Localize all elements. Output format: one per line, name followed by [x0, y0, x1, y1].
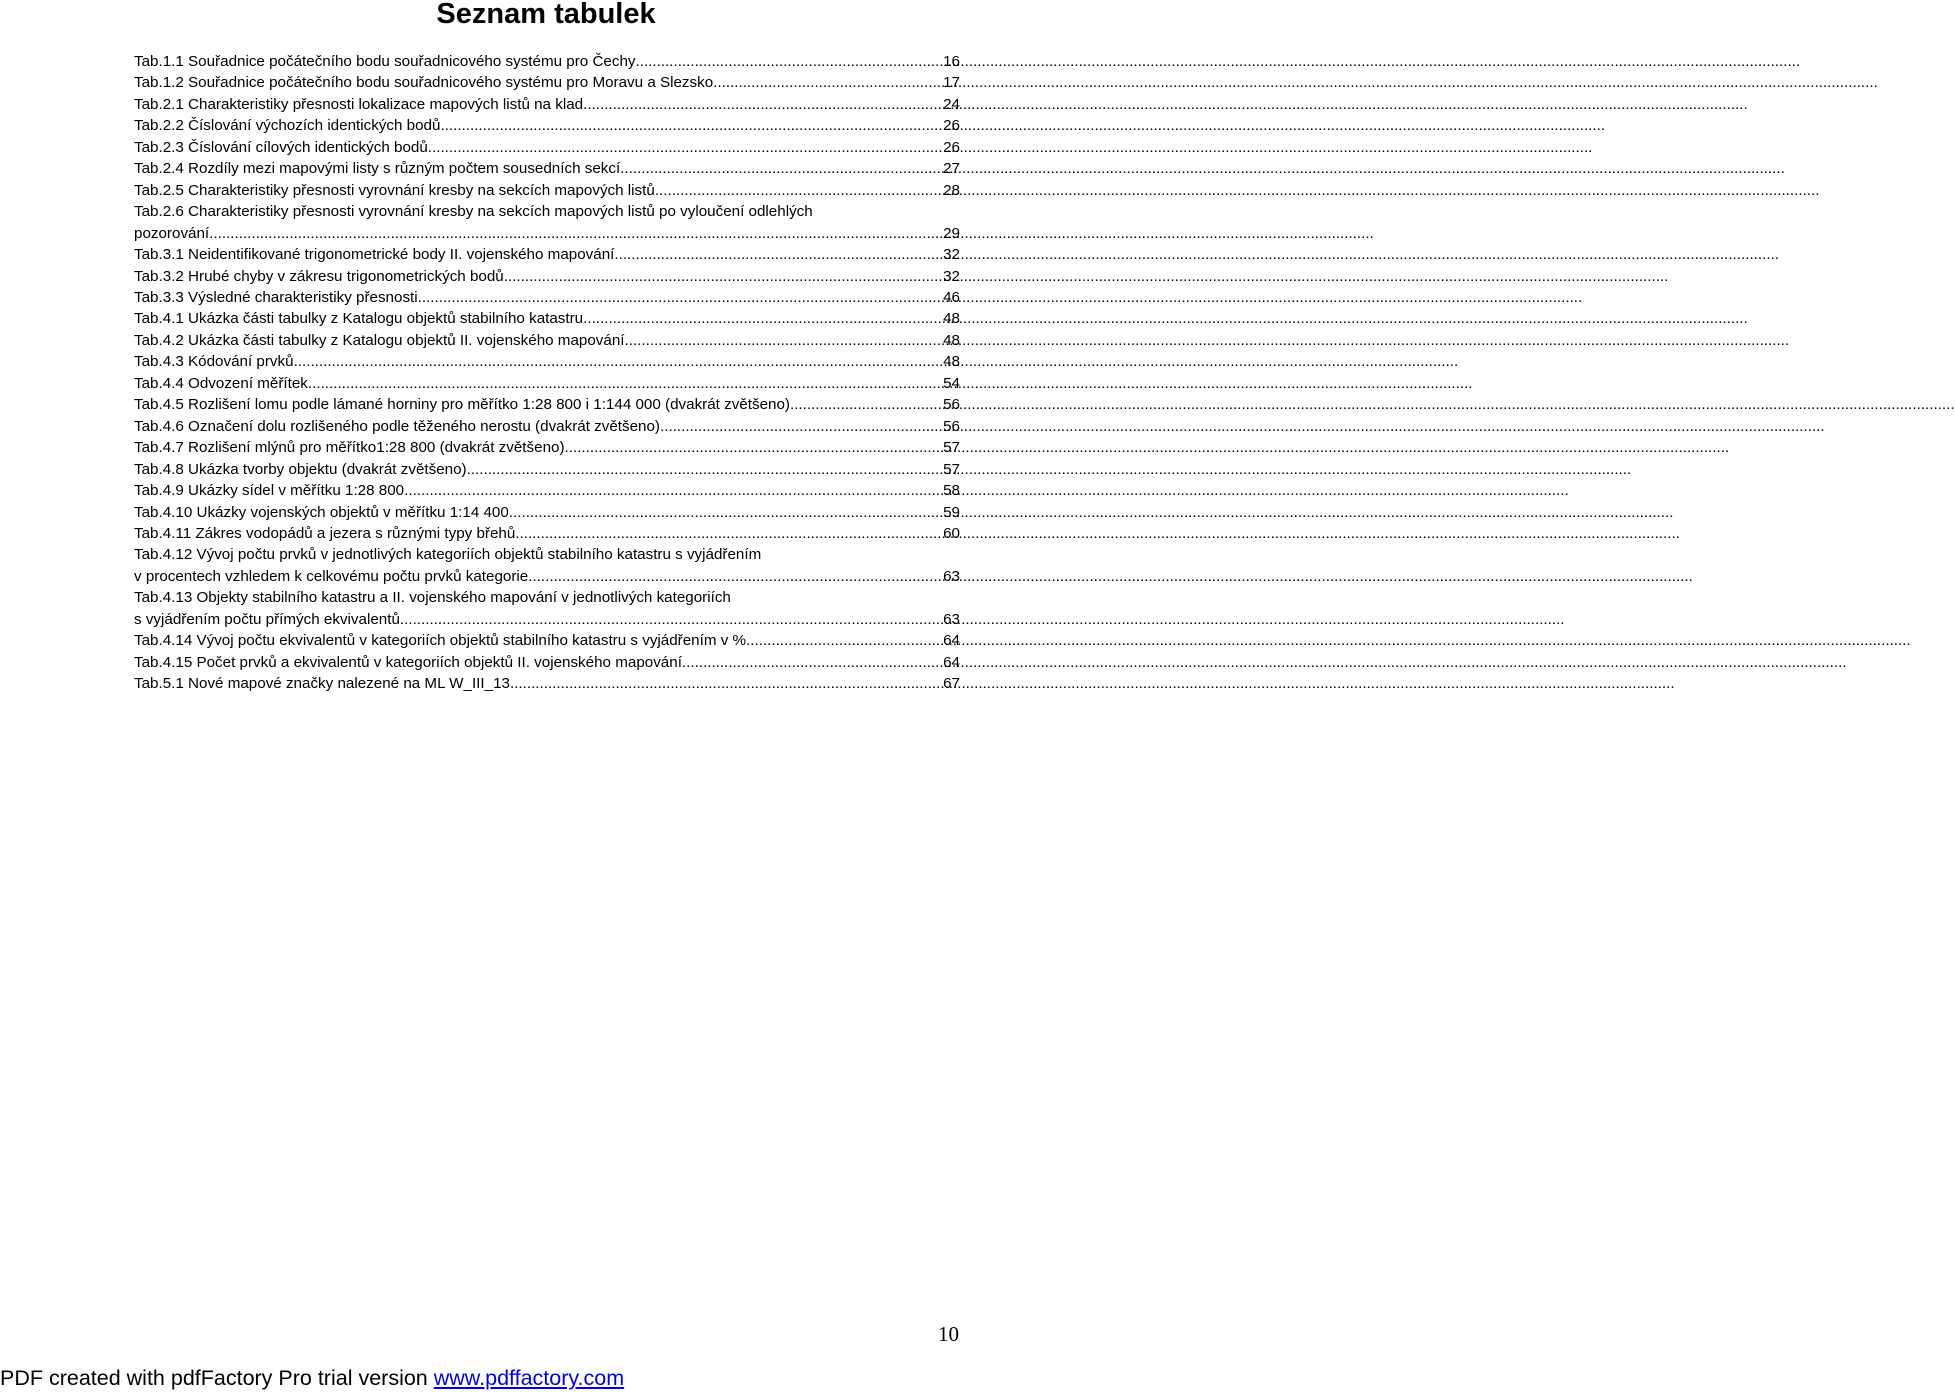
toc-entry-text: Tab.4.14 Vývoj počtu ekvivalentů v kategoriích objektů stabilního katastru s vyjádřením v % — [134, 632, 747, 650]
toc-entry-page: 26 — [943, 138, 960, 156]
toc-leader-dots — [440, 115, 943, 136]
toc-leader-dots — [428, 137, 943, 158]
toc-entry[interactable] — [134, 180, 960, 201]
toc-entry-page: 57 — [943, 460, 960, 478]
toc-leader-dots — [528, 566, 943, 587]
toc-leader-dots — [636, 51, 944, 72]
toc-entry[interactable] — [134, 673, 960, 694]
toc-entry[interactable] — [134, 308, 960, 329]
toc-entry-page: 48 — [943, 331, 960, 349]
toc-entry-text-continued: pozorování — [134, 224, 210, 242]
table-of-contents — [134, 51, 960, 695]
toc-entry-text: Tab.4.3 Kódování prvků — [134, 353, 294, 371]
toc-entry-text: Tab.2.6 Charakteristiky přesnosti vyrovnání kresby na sekcích mapových listů po vyloučení odlehlých — [134, 203, 813, 221]
toc-entry-text: Tab.2.4 Rozdíly mezi mapovými listy s různým počtem sousedních sekcí — [134, 160, 621, 178]
toc-entry-page: 60 — [943, 524, 960, 542]
toc-entry[interactable] — [134, 158, 960, 179]
toc-entry[interactable] — [134, 244, 960, 265]
toc-entry[interactable] — [134, 351, 960, 372]
toc-entry-text: Tab.4.1 Ukázka části tabulky z Katalogu objektů stabilního katastru — [134, 310, 584, 328]
toc-entry[interactable] — [134, 373, 960, 394]
toc-leader-dots — [713, 72, 943, 93]
toc-leader-dots — [294, 351, 944, 372]
toc-leader-dots — [660, 416, 943, 437]
toc-leader-dots — [655, 180, 943, 201]
toc-entry[interactable] — [134, 480, 960, 501]
toc-entry-page: 48 — [943, 310, 960, 328]
toc-entry-text: Tab.1.2 Souřadnice počátečního bodu souřadnicového systému pro Moravu a Slezsko — [134, 74, 714, 92]
pdf-footer — [0, 1366, 624, 1391]
page-title: Seznam tabulek — [436, 0, 656, 30]
toc-entry-text: Tab.2.3 Číslování cílových identických bodů — [134, 138, 428, 156]
toc-entry-page: 63 — [943, 567, 960, 585]
toc-entry-page: 57 — [943, 439, 960, 457]
toc-leader-dots — [467, 459, 943, 480]
toc-entry-text: Tab.2.1 Charakteristiky přesnosti lokalizace mapových listů na klad — [134, 95, 584, 113]
toc-leader-dots — [209, 223, 943, 244]
toc-entry[interactable] — [134, 630, 960, 651]
toc-entry-text: Tab.4.9 Ukázky sídel v měřítku 1:28 800 — [134, 482, 405, 500]
footer-link[interactable]: www.pdffactory.com — [433, 1366, 625, 1390]
toc-entry-text: Tab.4.10 Ukázky vojenských objektů v měřítku 1:14 400 — [134, 503, 509, 521]
toc-entry[interactable] — [134, 437, 960, 458]
toc-entry-text-continued: s vyjádřením počtu přímých ekvivalentů — [134, 610, 400, 628]
toc-entry[interactable] — [134, 330, 960, 351]
toc-entry-text: Tab.4.4 Odvození měřítek — [134, 374, 308, 392]
page-number: 10 — [938, 1322, 959, 1346]
toc-entry-page: 48 — [943, 353, 960, 371]
toc-leader-dots — [746, 630, 943, 651]
toc-leader-dots — [682, 652, 943, 673]
toc-entry-page: 54 — [943, 374, 960, 392]
toc-entry[interactable] — [134, 287, 960, 308]
toc-entry-page: 32 — [943, 267, 960, 285]
toc-entry[interactable] — [134, 137, 960, 158]
toc-entry-page: 24 — [943, 95, 960, 113]
toc-entry-text: Tab.4.11 Zákres vodopádů a jezera s různými typy břehů — [134, 524, 516, 542]
toc-entry[interactable] — [134, 587, 960, 630]
toc-leader-dots — [504, 266, 943, 287]
toc-entry-text: Tab.1.1 Souřadnice počátečního bodu souřadnicového systému pro Čechy — [134, 53, 636, 70]
toc-leader-dots — [509, 502, 943, 523]
toc-entry[interactable] — [134, 652, 960, 673]
toc-entry-page: 67 — [943, 675, 960, 693]
toc-entry-text: Tab.4.13 Objekty stabilního katastru a II. vojenského mapování v jednotlivých kategoriích — [134, 589, 731, 607]
toc-entry-page: 29 — [943, 224, 960, 242]
toc-leader-dots — [400, 609, 943, 630]
toc-entry[interactable] — [134, 502, 960, 523]
toc-entry-page: 56 — [943, 396, 960, 414]
toc-entry[interactable] — [134, 51, 960, 72]
toc-entry-text: Tab.3.3 Výsledné charakteristiky přesnosti — [134, 288, 418, 306]
toc-entry-text: Tab.4.5 Rozlišení lomu podle lámané horniny pro měřítko 1:28 800 i 1:144 000 (dvakrát zvětšeno) — [134, 396, 790, 414]
toc-leader-dots — [620, 158, 943, 179]
toc-entry[interactable] — [134, 115, 960, 136]
toc-entry-text: Tab.5.1 Nové mapové značky nalezené na ML W_III_13 — [134, 675, 510, 693]
toc-entry-text: Tab.2.5 Charakteristiky přesnosti vyrovnání kresby na sekcích mapových listů — [134, 181, 655, 199]
toc-entry-page: 63 — [943, 610, 960, 628]
toc-entry[interactable] — [134, 94, 960, 115]
toc-leader-dots — [510, 673, 943, 694]
toc-leader-dots — [583, 94, 943, 115]
toc-entry[interactable] — [134, 201, 960, 244]
toc-entry-page: 56 — [943, 417, 960, 435]
toc-entry-text: Tab.4.7 Rozlišení mlýnů pro měřítko1:28 800 (dvakrát zvětšeno) — [134, 439, 565, 457]
toc-entry-text: Tab.2.2 Číslování výchozích identických bodů — [134, 117, 441, 135]
toc-entry[interactable] — [134, 72, 960, 93]
toc-entry-page: 64 — [943, 632, 960, 650]
toc-entry-page: 27 — [943, 160, 960, 178]
toc-leader-dots — [565, 437, 944, 458]
toc-leader-dots — [418, 287, 943, 308]
toc-entry-text: Tab.4.15 Počet prvků a ekvivalentů v kategoriích objektů II. vojenského mapování — [134, 653, 682, 671]
toc-leader-dots — [625, 330, 944, 351]
toc-leader-dots — [515, 523, 943, 544]
toc-entry-page: 26 — [943, 117, 960, 135]
toc-entry-text: Tab.4.8 Ukázka tvorby objektu (dvakrát zvětšeno) — [134, 460, 467, 478]
toc-leader-dots — [404, 480, 943, 501]
toc-entry-text: Tab.4.6 Označení dolu rozlišeného podle těženého nerostu (dvakrát zvětšeno) — [134, 417, 660, 435]
toc-entry-page: 28 — [943, 181, 960, 199]
toc-entry-page: 17 — [943, 74, 960, 92]
toc-entry[interactable] — [134, 394, 960, 415]
toc-leader-dots — [583, 308, 943, 329]
toc-leader-dots — [614, 244, 943, 265]
toc-entry[interactable] — [134, 416, 960, 437]
toc-entry-page: 58 — [943, 482, 960, 500]
toc-entry[interactable] — [134, 544, 960, 587]
toc-entry-text: Tab.4.2 Ukázka části tabulky z Katalogu objektů II. vojenského mapování — [134, 331, 625, 349]
toc-entry[interactable] — [134, 266, 960, 287]
toc-entry-text-continued: v procentech vzhledem k celkovému počtu prvků kategorie — [134, 567, 529, 585]
toc-leader-dots — [308, 373, 943, 394]
footer-text: PDF created with pdfFactory Pro trial version — [0, 1366, 434, 1390]
toc-entry[interactable] — [134, 459, 960, 480]
toc-entry-page: 46 — [943, 288, 960, 306]
toc-entry-text: Tab.3.1 Neidentifikované trigonometrické body II. vojenského mapování — [134, 246, 615, 264]
toc-entry-text: Tab.4.12 Vývoj počtu prvků v jednotlivých kategoriích objektů stabilního katastru s vyjádřením — [134, 546, 762, 564]
toc-entry-page: 32 — [943, 246, 960, 264]
toc-entry-page: 59 — [943, 503, 960, 521]
toc-entry-page: 64 — [943, 653, 960, 671]
toc-entry[interactable] — [134, 523, 960, 544]
toc-leader-dots — [790, 394, 943, 415]
toc-entry-page: 16 — [943, 53, 960, 70]
toc-entry-text: Tab.3.2 Hrubé chyby v zákresu trigonometrických bodů — [134, 267, 504, 285]
